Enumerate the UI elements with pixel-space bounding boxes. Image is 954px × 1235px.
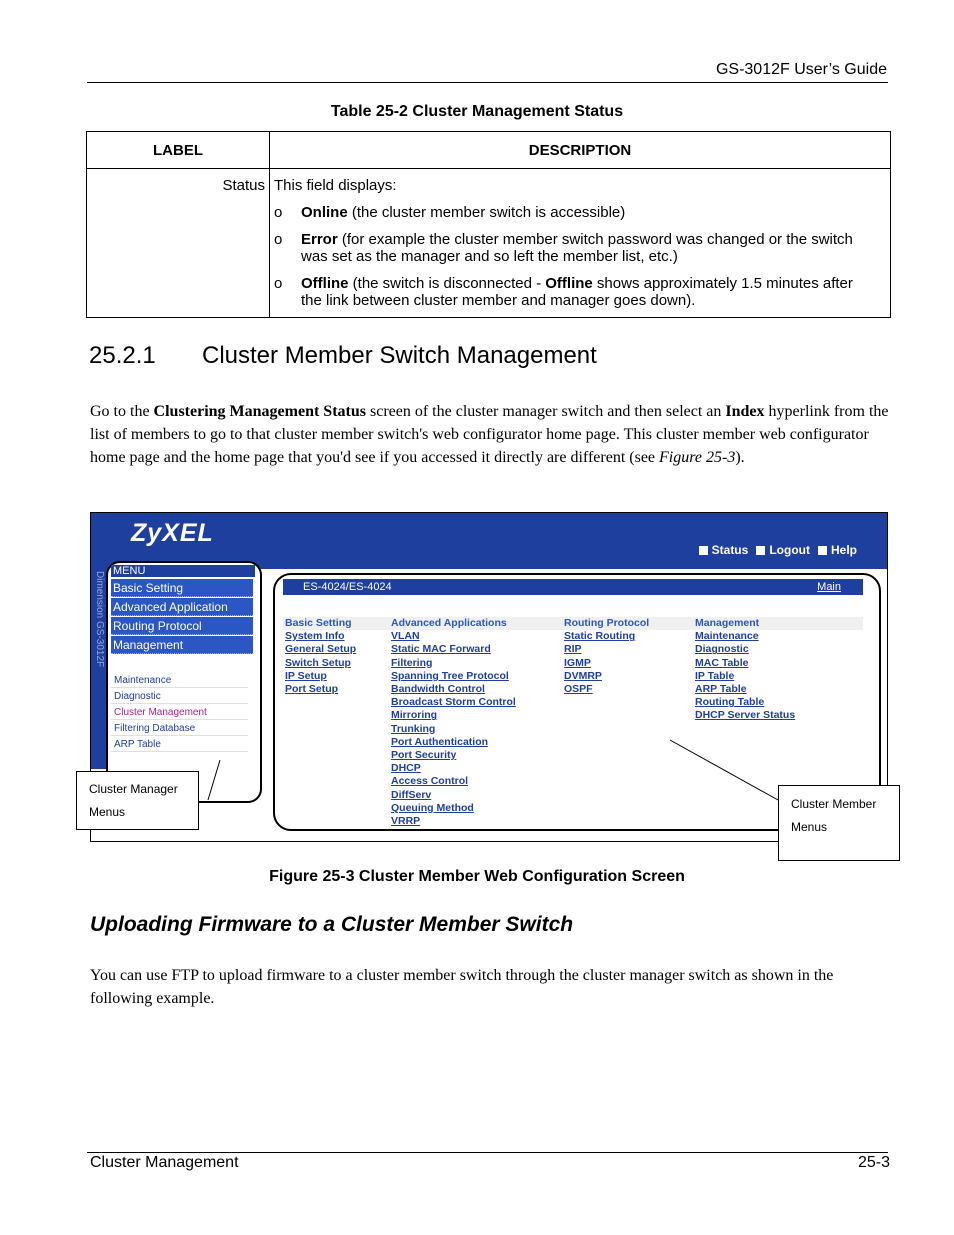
column-basic-setting bbox=[285, 617, 356, 696]
link-static-routing[interactable]: Static Routing bbox=[564, 630, 636, 643]
link-filtering[interactable]: Filtering bbox=[391, 656, 433, 669]
link-queuing-method[interactable]: Queuing Method bbox=[391, 801, 474, 814]
link-port-authentication[interactable]: Port Authentication bbox=[391, 735, 489, 748]
column-heading: Routing Protocol bbox=[564, 617, 650, 629]
para-text: screen of the cluster manager switch and then select an bbox=[365, 403, 726, 420]
submenu-cluster-management[interactable]: Cluster Management bbox=[111, 705, 248, 720]
side-brand-text: Dimension GS-3012F bbox=[94, 571, 105, 668]
link-switch-setup[interactable]: Switch Setup bbox=[285, 656, 351, 669]
online-text: (the cluster member switch is accessible) bbox=[347, 204, 626, 221]
callout-line-2: Menus bbox=[89, 805, 126, 819]
row-intro: This field displays: bbox=[274, 177, 397, 194]
callout-manager-menus bbox=[76, 771, 199, 830]
link-diagnostic[interactable]: Diagnostic bbox=[695, 643, 749, 656]
status-icon bbox=[699, 546, 708, 555]
link-port-security[interactable]: Port Security bbox=[391, 749, 457, 762]
error-term: Error bbox=[301, 231, 338, 248]
running-header: GS-3012F User’s Guide bbox=[715, 61, 887, 78]
footer-rule bbox=[87, 1152, 888, 1153]
bullet-error bbox=[274, 231, 874, 265]
submenu-arp-table[interactable]: ARP Table bbox=[111, 737, 248, 752]
para-text: Go to the bbox=[90, 403, 154, 420]
col-description-header: DESCRIPTION bbox=[270, 132, 891, 169]
link-maintenance[interactable]: Maintenance bbox=[695, 630, 759, 643]
table-row bbox=[87, 169, 891, 318]
link-dvmrp[interactable]: DVMRP bbox=[564, 669, 602, 682]
member-title: ES-4024/ES-4024 bbox=[303, 581, 392, 593]
menu-basic-setting[interactable]: Basic Setting bbox=[111, 579, 253, 597]
para-bold: Clustering Management Status bbox=[153, 403, 366, 420]
section-title: Cluster Member Switch Management bbox=[202, 342, 597, 369]
callout-line-1: Cluster Member bbox=[791, 797, 877, 811]
link-dhcp[interactable]: DHCP bbox=[391, 762, 421, 775]
callout-line-2: Menus bbox=[791, 820, 828, 834]
col-label-header: LABEL bbox=[87, 132, 270, 169]
top-links bbox=[699, 543, 857, 557]
link-access-control[interactable]: Access Control bbox=[391, 775, 469, 788]
table-header-row bbox=[87, 132, 891, 169]
link-general-setup[interactable]: General Setup bbox=[285, 643, 357, 656]
status-table bbox=[86, 131, 891, 318]
link-trunking[interactable]: Trunking bbox=[391, 722, 436, 735]
menu-management[interactable]: Management bbox=[111, 636, 253, 654]
callout-line-1: Cluster Manager bbox=[89, 782, 178, 796]
member-title-bar bbox=[283, 579, 863, 595]
offline-text-2: shows approximately 1.5 minutes after the link between cluster member and manager goes down). bbox=[301, 275, 853, 309]
bullet-mark: o bbox=[274, 231, 283, 248]
callout-member-menus bbox=[778, 785, 900, 861]
logout-icon bbox=[756, 546, 765, 555]
row-label: Status bbox=[87, 169, 270, 318]
error-text: (for example the cluster member switch password was changed or the switch was set as the manager and so left the member list, etc.) bbox=[301, 231, 853, 265]
link-dhcp-server-status[interactable]: DHCP Server Status bbox=[695, 709, 796, 722]
link-mirroring[interactable]: Mirroring bbox=[391, 709, 438, 722]
bullet-online bbox=[274, 204, 874, 221]
link-ip-table[interactable]: IP Table bbox=[695, 669, 735, 682]
column-advanced-applications bbox=[391, 617, 516, 828]
link-mac-table[interactable]: MAC Table bbox=[695, 656, 749, 669]
link-vrrp[interactable]: VRRP bbox=[391, 815, 421, 828]
link-broadcast-storm-control[interactable]: Broadcast Storm Control bbox=[391, 696, 516, 709]
menu-heading: MENU bbox=[111, 565, 255, 577]
bullet-mark: o bbox=[274, 204, 283, 221]
para-bold: Index bbox=[725, 403, 765, 420]
logout-link[interactable] bbox=[756, 543, 810, 557]
link-bandwidth-control[interactable]: Bandwidth Control bbox=[391, 683, 485, 696]
link-routing-table[interactable]: Routing Table bbox=[695, 696, 765, 709]
footer-page-number: 25-3 bbox=[857, 1154, 890, 1171]
para-text: hyperlink from the list of members to go to that cluster member switch's web configurator home page. This cluster member web configurator home page and the home page that you'd see if you accessed it directly are different (see bbox=[90, 403, 889, 466]
intro-paragraph bbox=[90, 400, 890, 469]
row-description bbox=[270, 169, 891, 318]
offline-term: Offline bbox=[301, 275, 349, 292]
status-link[interactable] bbox=[699, 543, 749, 557]
link-diffserv[interactable]: DiffServ bbox=[391, 788, 432, 801]
link-system-info[interactable]: System Info bbox=[285, 630, 345, 643]
online-term: Online bbox=[301, 204, 348, 221]
link-arp-table[interactable]: ARP Table bbox=[695, 683, 747, 696]
column-heading: Advanced Applications bbox=[391, 617, 507, 629]
upload-paragraph: You can use FTP to upload firmware to a cluster member switch through the cluster manager switch as shown in the following example. bbox=[90, 967, 834, 1007]
column-management bbox=[695, 617, 795, 723]
link-static-mac-forward[interactable]: Static MAC Forward bbox=[391, 643, 491, 656]
section-heading bbox=[89, 342, 597, 370]
link-spanning-tree-protocol[interactable]: Spanning Tree Protocol bbox=[391, 669, 509, 682]
menu-routing-protocol[interactable]: Routing Protocol bbox=[111, 617, 253, 635]
figure-screenshot bbox=[90, 512, 888, 842]
menu-advanced-application[interactable]: Advanced Application bbox=[111, 598, 253, 616]
link-port-setup[interactable]: Port Setup bbox=[285, 683, 339, 696]
help-link[interactable] bbox=[818, 543, 857, 557]
column-routing-protocol bbox=[564, 617, 649, 696]
figure-reference-link[interactable]: Figure 25-3 bbox=[659, 449, 736, 466]
subsection-heading: Uploading Firmware to a Cluster Member Switch bbox=[90, 913, 574, 936]
offline-text: (the switch is disconnected - bbox=[348, 275, 546, 292]
help-icon bbox=[818, 546, 827, 555]
logout-label: Logout bbox=[769, 543, 810, 557]
link-igmp[interactable]: IGMP bbox=[564, 656, 591, 669]
submenu-filtering-database[interactable]: Filtering Database bbox=[111, 721, 248, 736]
para-text: ). bbox=[735, 449, 745, 466]
footer-chapter: Cluster Management bbox=[90, 1154, 239, 1171]
bullet-offline bbox=[274, 275, 874, 309]
column-heading: Management bbox=[695, 617, 760, 629]
zyxel-logo: ZyXEL bbox=[131, 519, 214, 547]
table-caption: Table 25-2 Cluster Management Status bbox=[330, 103, 624, 120]
header-rule bbox=[87, 82, 888, 83]
link-ospf[interactable]: OSPF bbox=[564, 683, 593, 696]
submenu-maintenance[interactable]: Maintenance bbox=[111, 673, 248, 688]
link-ip-setup[interactable]: IP Setup bbox=[285, 669, 327, 682]
submenu-diagnostic[interactable]: Diagnostic bbox=[111, 689, 248, 704]
main-link[interactable]: Main bbox=[817, 581, 841, 593]
help-label: Help bbox=[830, 543, 857, 557]
link-rip[interactable]: RIP bbox=[564, 643, 582, 656]
figure-caption: Figure 25-3 Cluster Member Web Configuration Screen bbox=[269, 868, 685, 885]
bullet-mark: o bbox=[274, 275, 283, 292]
offline-term-2: Offline bbox=[545, 275, 593, 292]
section-number: 25.2.1 bbox=[89, 342, 156, 369]
column-heading: Basic Setting bbox=[285, 617, 352, 629]
status-label: Status bbox=[711, 543, 749, 557]
link-vlan[interactable]: VLAN bbox=[391, 630, 420, 643]
